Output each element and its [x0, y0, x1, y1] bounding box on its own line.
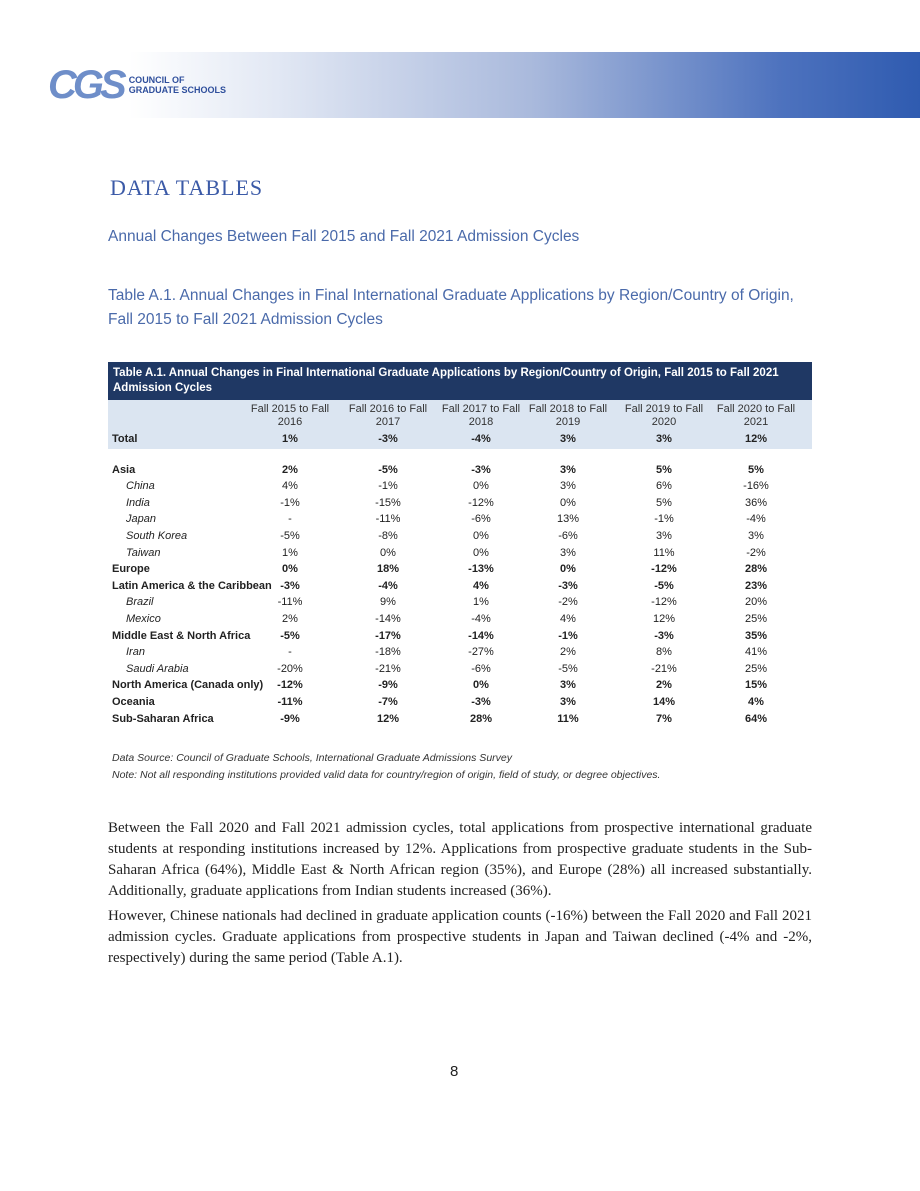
- logo-line2: GRADUATE SCHOOLS: [128, 85, 227, 95]
- table-cell: 3%: [656, 529, 672, 542]
- column-header: Fall 2019 to Fall 2020: [624, 403, 704, 428]
- table-cell: 12%: [376, 712, 400, 725]
- table-cell: -3%: [471, 695, 491, 708]
- table-cell: -4%: [746, 513, 766, 526]
- table-cell: 3%: [560, 433, 576, 445]
- table-cell: -: [288, 646, 292, 659]
- table-cell: -11%: [277, 695, 303, 708]
- table-cell: -20%: [277, 662, 303, 675]
- body-text: [108, 818, 812, 973]
- table-cell: 25%: [744, 662, 768, 675]
- table-cell: -6%: [471, 662, 491, 675]
- table-cell: -5%: [558, 662, 578, 675]
- table-row: [108, 629, 812, 646]
- table-cell: 3%: [560, 679, 576, 692]
- table-cell: 36%: [744, 496, 768, 509]
- table-cell: -12%: [468, 496, 494, 509]
- table-cell: 0%: [560, 563, 576, 576]
- table-cell: 0%: [560, 496, 576, 509]
- table-cell: 23%: [744, 579, 768, 592]
- table-cell: -17%: [375, 629, 401, 642]
- table-cell: -4%: [471, 612, 491, 625]
- table-cell: -14%: [468, 629, 494, 642]
- table-cell: 12%: [744, 433, 768, 445]
- table-cell: 5%: [656, 496, 672, 509]
- table-cell: -7%: [378, 695, 398, 708]
- table-cell: -12%: [277, 679, 303, 692]
- table-row: [108, 562, 812, 579]
- table-cell: -5%: [280, 529, 300, 542]
- table-cell: 0%: [473, 546, 489, 559]
- table-cell: 64%: [744, 712, 768, 725]
- page-number: 8: [450, 1063, 459, 1080]
- table-cell: 15%: [744, 679, 768, 692]
- table-cell: 7%: [656, 712, 672, 725]
- row-label: Sub-Saharan Africa: [112, 712, 214, 725]
- table-cell: -5%: [378, 463, 398, 476]
- table-cell: 2%: [656, 679, 672, 692]
- table-cell: -4%: [471, 433, 491, 445]
- column-header: Fall 2020 to Fall 2021: [716, 403, 796, 428]
- table-cell: 25%: [744, 612, 768, 625]
- table-cell: -12%: [651, 596, 677, 609]
- table-cell: 0%: [282, 563, 298, 576]
- row-label: North America (Canada only): [112, 679, 264, 692]
- table-cell: 20%: [744, 596, 768, 609]
- table-row: [108, 579, 812, 596]
- row-label: Asia: [112, 463, 136, 476]
- data-source-note: Data Source: Council of Graduate Schools, International Graduate Admissions Survey: [112, 752, 512, 764]
- body-paragraph: However, Chinese nationals had declined in graduate application counts (-16%) between the Fall 2020 and Fall 2021 admission cycles. Graduate applications from prospective students in Japan and Taiwan declined (-4% and -2%, respectively) during the same period (Table A.1).: [108, 908, 812, 966]
- logo-line1: COUNCIL OF: [128, 75, 185, 85]
- table-row: [108, 496, 812, 513]
- table-row: [108, 546, 812, 563]
- table-cell: 3%: [560, 480, 576, 493]
- table-cell: 4%: [473, 579, 489, 592]
- table-cell: 41%: [744, 646, 768, 659]
- data-table: [108, 362, 812, 728]
- column-header: Fall 2016 to Fall 2017: [348, 403, 428, 428]
- logo-text: [129, 75, 226, 95]
- row-label: Europe: [112, 563, 150, 576]
- subtitle: Annual Changes Between Fall 2015 and Fall 2021 Admission Cycles: [108, 228, 580, 245]
- table-cell: 18%: [376, 563, 400, 576]
- table-cell: 0%: [473, 529, 489, 542]
- row-label: Latin America & the Caribbean: [112, 579, 272, 592]
- row-label: Iran: [126, 646, 145, 659]
- table-cell: 3%: [656, 433, 672, 445]
- table-cell: -1%: [654, 513, 674, 526]
- table-cell: -3%: [654, 629, 674, 642]
- table-cell: 3%: [560, 546, 576, 559]
- cgs-logo: [48, 64, 226, 106]
- table-cell: 0%: [380, 546, 396, 559]
- row-label: South Korea: [126, 529, 188, 542]
- section-title: DATA TABLES: [110, 175, 264, 200]
- row-label: India: [126, 496, 150, 509]
- table-cell: 2%: [282, 463, 298, 476]
- table-cell: 2%: [282, 612, 298, 625]
- table-cell: -5%: [654, 579, 674, 592]
- table-cell: 9%: [380, 596, 396, 609]
- table-cell: 14%: [652, 695, 676, 708]
- table-cell: -18%: [375, 646, 401, 659]
- table-cell: 35%: [744, 629, 768, 642]
- row-label: China: [126, 480, 155, 493]
- table-cell: 1%: [282, 546, 298, 559]
- table-cell: 1%: [282, 433, 298, 445]
- table-cell: 1%: [473, 596, 489, 609]
- table-cell: 4%: [748, 695, 764, 708]
- table-cell: -3%: [471, 463, 491, 476]
- table-cell: -3%: [378, 433, 398, 445]
- table-cell: 3%: [560, 695, 576, 708]
- logo-mark: CGS: [48, 63, 123, 107]
- table-cell: -16%: [743, 480, 769, 493]
- table-row: [108, 479, 812, 496]
- table-row: [108, 678, 812, 695]
- row-label: Brazil: [126, 596, 154, 609]
- table-cell: 11%: [653, 546, 675, 559]
- row-label: Oceania: [112, 695, 155, 708]
- table-cell: -14%: [375, 612, 401, 625]
- table-cell: 28%: [469, 712, 493, 725]
- table-cell: -3%: [558, 579, 578, 592]
- table-row: [108, 595, 812, 612]
- column-header: Fall 2017 to Fall 2018: [441, 403, 521, 428]
- table-cell: 28%: [744, 563, 768, 576]
- table-cell: 3%: [748, 529, 764, 542]
- table-cell: 3%: [560, 463, 576, 476]
- table-cell: -2%: [558, 596, 578, 609]
- table-title: Table A.1. Annual Changes in Final International Graduate Applications by Region/Country of Origin, Fall 2015 to Fall 2021 Admission Cycles: [108, 362, 812, 400]
- table-cell: -6%: [558, 529, 578, 542]
- table-cell: -3%: [280, 579, 300, 592]
- table-cell: -21%: [375, 662, 401, 675]
- table-cell: -15%: [375, 496, 401, 509]
- table-cell: -11%: [375, 513, 401, 526]
- table-row: [108, 695, 812, 712]
- table-cell: -5%: [280, 629, 300, 642]
- table-cell: 2%: [560, 646, 576, 659]
- body-paragraph: Between the Fall 2020 and Fall 2021 admission cycles, total applications from prospective international graduate students at responding institutions increased by 12%. Applications from prospective graduate students in the Sub-Saharan Africa (64%), Middle East & North African region (35%), and Europe (28%) all increased substantially. Additionally, graduate applications from Indian students increased (36%).: [108, 820, 812, 899]
- table-caption: Table A.1. Annual Changes in Final International Graduate Applications by Region/Country of Origin, Fall 2015 to Fall 2021 Admission Cycles: [108, 287, 794, 328]
- table-notes: [112, 750, 660, 784]
- table-cell: -1%: [558, 629, 578, 642]
- table-cell: -8%: [378, 529, 398, 542]
- validity-note: Note: Not all responding institutions provided valid data for country/region of origin, field of study, or degree objectives.: [112, 769, 661, 781]
- table-cell: -9%: [378, 679, 398, 692]
- column-header: Fall 2015 to Fall 2016: [250, 403, 330, 428]
- column-header-row: [108, 400, 812, 432]
- table-cell: 5%: [748, 463, 764, 476]
- table-cell: 13%: [556, 513, 580, 526]
- table-row: [108, 529, 812, 546]
- table-row: [108, 612, 812, 629]
- row-label: Mexico: [126, 612, 161, 625]
- table-row: [108, 645, 812, 662]
- table-row: [108, 463, 812, 480]
- table-cell: 6%: [656, 480, 672, 493]
- row-label: Taiwan: [126, 546, 161, 559]
- table-cell: -2%: [746, 546, 766, 559]
- table-cell: 11%: [557, 712, 579, 725]
- table-cell: -12%: [651, 563, 677, 576]
- table-cell: 12%: [652, 612, 676, 625]
- table-cell: -6%: [471, 513, 491, 526]
- row-label: Middle East & North Africa: [112, 629, 251, 642]
- row-label: Saudi Arabia: [126, 662, 189, 675]
- table-cell: -: [288, 513, 292, 526]
- row-label: Total: [112, 433, 138, 445]
- table-body: [108, 463, 812, 729]
- table-cell: -1%: [378, 480, 398, 493]
- table-cell: -1%: [280, 496, 300, 509]
- total-row: [108, 432, 812, 449]
- table-cell: 0%: [473, 679, 489, 692]
- row-label: Japan: [126, 513, 156, 526]
- column-header: Fall 2018 to Fall 2019: [528, 403, 608, 428]
- table-cell: -11%: [277, 596, 303, 609]
- table-row: [108, 512, 812, 529]
- table-cell: -4%: [378, 579, 398, 592]
- table-cell: -21%: [651, 662, 677, 675]
- table-cell: 0%: [473, 480, 489, 493]
- table-cell: -27%: [468, 646, 494, 659]
- table-row: [108, 662, 812, 679]
- table-cell: 8%: [656, 646, 672, 659]
- table-cell: 5%: [656, 463, 672, 476]
- table-cell: -13%: [468, 563, 494, 576]
- table-cell: -9%: [280, 712, 300, 725]
- table-row: [108, 712, 812, 729]
- table-cell: 4%: [560, 612, 576, 625]
- table-cell: 4%: [282, 480, 298, 493]
